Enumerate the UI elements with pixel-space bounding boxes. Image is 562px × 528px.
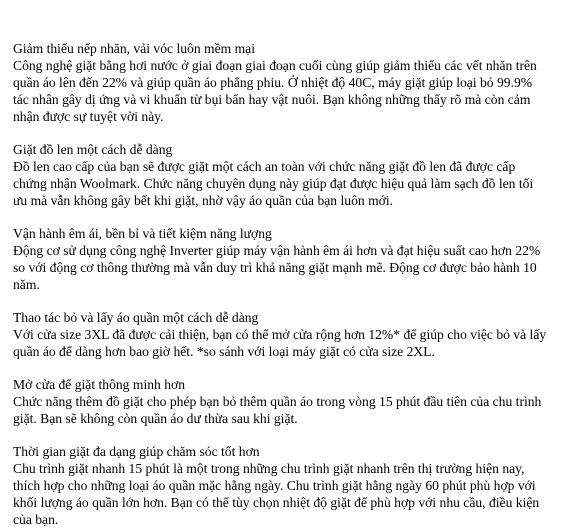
section-body: Đồ len cao cấp của bạn sẽ được giặt một cách an toàn với chức năng giặt đồ len đã được cấp chứng nhận Woolmark. Chức năng chuyên dụng này giúp đạt được hiệu quả làm sạch đồ len tối ưu mà vẫn không gây bết khi giặt, nhờ vậy áo quần của bạn luôn mới. <box>13 159 534 208</box>
section-wrinkle-reduction <box>13 40 552 125</box>
section-title: Mở cửa để giặt thông minh hơn <box>13 377 186 392</box>
section-title: Thời gian giặt đa dạng giúp chăm sóc tốt hơn <box>13 444 260 459</box>
section-body: Chức năng thêm đồ giặt cho phép bạn bỏ thêm quần áo trong vòng 15 phút đầu tiên của chu trình giặt. Bạn sẽ không còn quần áo dư thừa sau khi giặt. <box>13 394 542 426</box>
section-body: Chu trình giặt nhanh 15 phút là một trong những chu trình giặt nhanh trên thị trường hiện nay, thích hợp cho những loại áo quần mặc hằng ngày. Chu trình giặt hằng ngày 60 phút phù hợp với khối lượng áo quần lớn hơn. Bạn có thể tùy chọn nhiệt độ giặt để phù hợp với nhu cầu, điều kiện của bạn. <box>13 461 540 527</box>
section-inverter-motor <box>13 225 552 293</box>
section-title: Thao tác bỏ và lấy áo quần một cách dễ dàng <box>13 310 259 325</box>
section-body: Động cơ sử dụng công nghệ Inverter giúp máy vận hành êm ái hơn và đạt hiệu suất cao hơn 22% so với động cơ thông thường mà vẫn duy trì khả năng giặt mạnh mẽ. Động cơ được bảo hành 10 năm. <box>13 243 541 292</box>
section-add-wash <box>13 376 552 427</box>
section-wash-cycles <box>13 443 552 528</box>
section-title: Giặt đồ len một cách dễ dàng <box>13 142 173 157</box>
section-easy-loading <box>13 309 552 360</box>
section-body: Với cửa size 3XL đã được cải thiện, bạn có thể mở cửa rộng hơn 12%* để giúp cho việc bỏ và lấy quần áo để dàng hơn bao giờ hết. *so sánh với loại máy giặt có cửa size 2XL. <box>13 327 547 359</box>
section-title: Vận hành êm ái, bền bỉ và tiết kiệm năng lượng <box>13 226 272 241</box>
section-title: Giảm thiểu nếp nhăn, vải vóc luôn mềm mại <box>13 41 255 56</box>
section-wool-wash <box>13 141 552 209</box>
section-body: Công nghệ giặt bằng hơi nước ở giai đoạn giai đoạn cuối cùng giúp giảm thiểu các vết nhăn trên quần áo lên đến 22% và giúp quần áo phẳng phiu. Ở nhiệt độ 40C, máy giặt giúp loại bỏ 99.9% tác nhân gây dị ứng và vi khuẩn từ bụi bẩn hay vật nuôi. Bạn không những thấy rõ mà còn cảm nhận được sự tuyệt vời này. <box>13 58 537 124</box>
